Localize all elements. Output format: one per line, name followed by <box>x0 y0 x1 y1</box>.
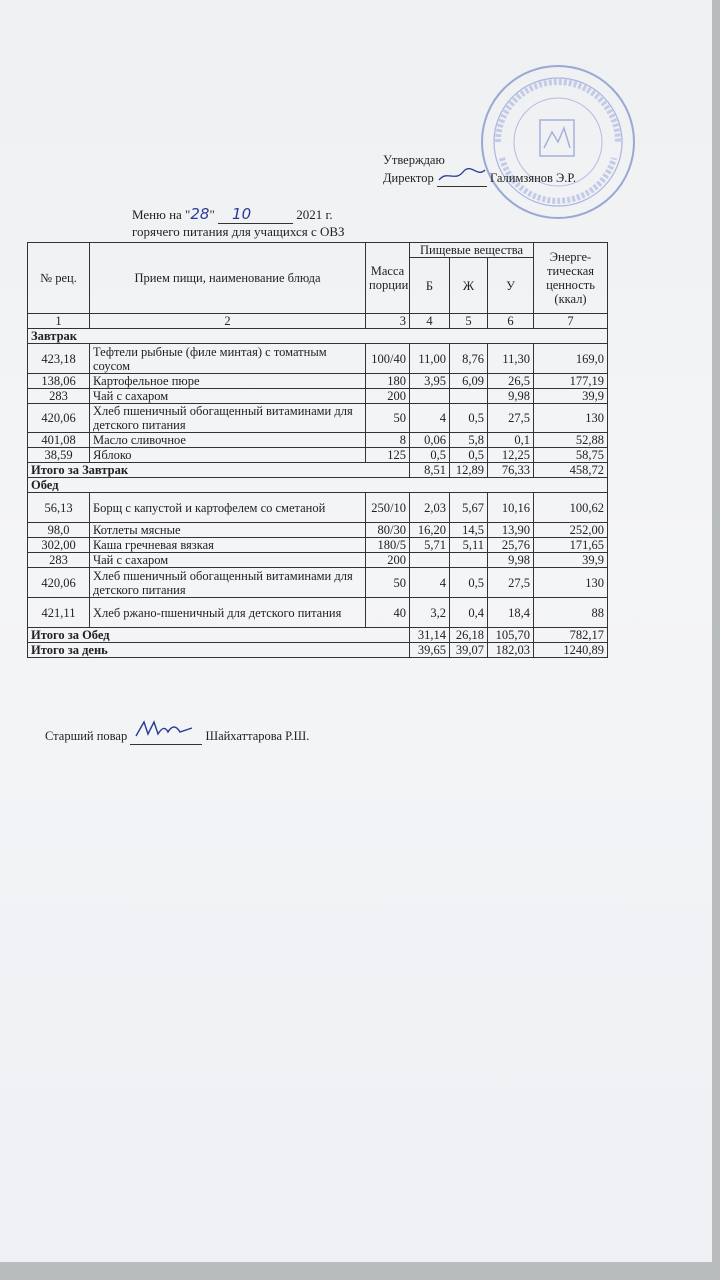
menu-quote-close: " <box>209 207 215 222</box>
cell-zh: 5,8 <box>450 433 488 448</box>
day-total-kcal: 1240,89 <box>534 643 608 658</box>
day-total-u: 182,03 <box>488 643 534 658</box>
menu-month: 10 <box>232 205 252 223</box>
cell-rec: 138,06 <box>28 374 90 389</box>
breakfast-total-u: 76,33 <box>488 463 534 478</box>
cell-b <box>410 389 450 404</box>
cell-zh: 8,76 <box>450 344 488 374</box>
col-number: 6 <box>488 314 534 329</box>
header-name: Прием пищи, наименование блюда <box>90 243 366 314</box>
cell-kcal: 52,88 <box>534 433 608 448</box>
cell-rec: 420,06 <box>28 568 90 598</box>
cell-u: 10,16 <box>488 493 534 523</box>
lunch-total-b: 31,14 <box>410 628 450 643</box>
cell-mass: 80/30 <box>366 523 410 538</box>
cell-rec: 38,59 <box>28 448 90 463</box>
cell-kcal: 171,65 <box>534 538 608 553</box>
cell-name: Масло сливочное <box>90 433 366 448</box>
cell-name: Чай с сахаром <box>90 389 366 404</box>
cell-zh <box>450 389 488 404</box>
cell-b: 0,5 <box>410 448 450 463</box>
cell-mass: 125 <box>366 448 410 463</box>
cell-kcal: 177,19 <box>534 374 608 389</box>
cell-zh: 0,5 <box>450 404 488 433</box>
cook-name: Шайхаттарова Р.Ш. <box>205 729 310 743</box>
cell-u: 25,76 <box>488 538 534 553</box>
menu-row <box>28 404 608 433</box>
day-total-label: Итого за день <box>28 643 410 658</box>
header-rec: № рец. <box>28 243 90 314</box>
cell-kcal: 58,75 <box>534 448 608 463</box>
approval-caption: Утверждаю <box>383 153 445 167</box>
cell-zh: 5,67 <box>450 493 488 523</box>
cell-name: Чай с сахаром <box>90 553 366 568</box>
day-total-zh: 39,07 <box>450 643 488 658</box>
cell-b: 16,20 <box>410 523 450 538</box>
approval-block <box>383 152 576 187</box>
cell-mass: 40 <box>366 598 410 628</box>
cell-zh: 0,5 <box>450 568 488 598</box>
cell-b: 5,71 <box>410 538 450 553</box>
cell-mass: 250/10 <box>366 493 410 523</box>
cell-kcal: 39,9 <box>534 553 608 568</box>
cell-b: 3,95 <box>410 374 450 389</box>
cell-name: Яблоко <box>90 448 366 463</box>
cell-rec: 56,13 <box>28 493 90 523</box>
cell-zh: 0,4 <box>450 598 488 628</box>
lunch-total-label: Итого за Обед <box>28 628 410 643</box>
cell-name: Хлеб пшеничный обогащенный витаминами для детского питания <box>90 568 366 598</box>
cell-kcal: 130 <box>534 404 608 433</box>
lunch-total-u: 105,70 <box>488 628 534 643</box>
col-number: 5 <box>450 314 488 329</box>
cell-mass: 200 <box>366 553 410 568</box>
director-name: Галимзянов Э.Р. <box>489 171 576 185</box>
cell-rec: 283 <box>28 389 90 404</box>
menu-date-line <box>132 206 345 224</box>
cell-b <box>410 553 450 568</box>
cell-rec: 283 <box>28 553 90 568</box>
cell-zh: 14,5 <box>450 523 488 538</box>
menu-day: 28 <box>190 205 210 223</box>
header-u: У <box>488 258 534 314</box>
cell-name: Хлеб ржано-пшеничный для детского питания <box>90 598 366 628</box>
cell-u: 12,25 <box>488 448 534 463</box>
cell-mass: 100/40 <box>366 344 410 374</box>
header-energy: Энерге-тическая ценность (ккал) <box>534 243 608 314</box>
menu-row <box>28 433 608 448</box>
cell-b: 4 <box>410 404 450 433</box>
header-mass: Масса порции <box>366 243 410 314</box>
cell-rec: 98,0 <box>28 523 90 538</box>
cell-kcal: 39,9 <box>534 389 608 404</box>
cell-kcal: 88 <box>534 598 608 628</box>
cell-name: Котлеты мясные <box>90 523 366 538</box>
cell-name: Каша гречневая вязкая <box>90 538 366 553</box>
menu-table <box>27 242 608 658</box>
cell-name: Картофельное пюре <box>90 374 366 389</box>
menu-subtitle: горячего питания для учащихся с ОВЗ <box>132 224 345 239</box>
menu-year: 2021 г. <box>296 207 333 222</box>
cell-zh: 5,11 <box>450 538 488 553</box>
director-signature-line <box>437 168 487 187</box>
cell-kcal: 252,00 <box>534 523 608 538</box>
cell-name: Борщ с капустой и картофелем со сметаной <box>90 493 366 523</box>
menu-row <box>28 553 608 568</box>
cook-signature-line <box>130 718 202 745</box>
menu-row <box>28 374 608 389</box>
lunch-total-zh: 26,18 <box>450 628 488 643</box>
menu-row <box>28 538 608 553</box>
director-signature-icon <box>437 168 487 182</box>
cell-zh: 0,5 <box>450 448 488 463</box>
header-nutrients: Пищевые вещества <box>410 243 534 258</box>
lunch-total-kcal: 782,17 <box>534 628 608 643</box>
cell-rec: 421,11 <box>28 598 90 628</box>
cell-kcal: 100,62 <box>534 493 608 523</box>
school-seal-stamp <box>478 62 638 222</box>
cell-mass: 180/5 <box>366 538 410 553</box>
cell-mass: 200 <box>366 389 410 404</box>
cell-zh <box>450 553 488 568</box>
cell-mass: 50 <box>366 568 410 598</box>
cell-u: 9,98 <box>488 553 534 568</box>
col-number: 2 <box>90 314 366 329</box>
cell-zh: 6,09 <box>450 374 488 389</box>
cell-rec: 401,08 <box>28 433 90 448</box>
cell-u: 9,98 <box>488 389 534 404</box>
cell-u: 13,90 <box>488 523 534 538</box>
menu-row <box>28 344 608 374</box>
menu-row <box>28 568 608 598</box>
cell-rec: 420,06 <box>28 404 90 433</box>
col-number: 4 <box>410 314 450 329</box>
breakfast-total-b: 8,51 <box>410 463 450 478</box>
cell-mass: 8 <box>366 433 410 448</box>
cell-b: 3,2 <box>410 598 450 628</box>
cell-b: 4 <box>410 568 450 598</box>
menu-heading <box>132 206 345 240</box>
header-zh: Ж <box>450 258 488 314</box>
day-total-b: 39,65 <box>410 643 450 658</box>
cell-kcal: 169,0 <box>534 344 608 374</box>
menu-row <box>28 448 608 463</box>
col-number: 3 <box>366 314 410 329</box>
cell-u: 0,1 <box>488 433 534 448</box>
cook-signature-icon <box>130 718 202 740</box>
breakfast-rows <box>28 344 608 463</box>
menu-row <box>28 523 608 538</box>
menu-prefix: Меню на " <box>132 207 191 222</box>
header-b: Б <box>410 258 450 314</box>
menu-row <box>28 598 608 628</box>
cell-u: 18,4 <box>488 598 534 628</box>
cell-kcal: 130 <box>534 568 608 598</box>
cell-name: Хлеб пшеничный обогащенный витаминами для детского питания <box>90 404 366 433</box>
cell-rec: 423,18 <box>28 344 90 374</box>
director-label: Директор <box>383 171 434 185</box>
cell-rec: 302,00 <box>28 538 90 553</box>
cook-label: Старший повар <box>45 729 128 743</box>
col-number: 1 <box>28 314 90 329</box>
breakfast-total-label: Итого за Завтрак <box>28 463 410 478</box>
cell-mass: 180 <box>366 374 410 389</box>
menu-row <box>28 493 608 523</box>
breakfast-total-kcal: 458,72 <box>534 463 608 478</box>
menu-row <box>28 389 608 404</box>
section-breakfast: Завтрак <box>28 329 608 344</box>
cell-b: 0,06 <box>410 433 450 448</box>
section-lunch: Обед <box>28 478 608 493</box>
cook-signature-block <box>45 718 309 745</box>
cell-u: 26,5 <box>488 374 534 389</box>
col-number: 7 <box>534 314 608 329</box>
cell-u: 11,30 <box>488 344 534 374</box>
cell-b: 11,00 <box>410 344 450 374</box>
breakfast-total-zh: 12,89 <box>450 463 488 478</box>
cell-u: 27,5 <box>488 404 534 433</box>
cell-name: Тефтели рыбные (филе минтая) с томатным соусом <box>90 344 366 374</box>
cell-u: 27,5 <box>488 568 534 598</box>
lunch-rows <box>28 493 608 628</box>
cell-mass: 50 <box>366 404 410 433</box>
director-line <box>383 168 576 187</box>
menu-month-field <box>218 206 293 224</box>
cell-b: 2,03 <box>410 493 450 523</box>
